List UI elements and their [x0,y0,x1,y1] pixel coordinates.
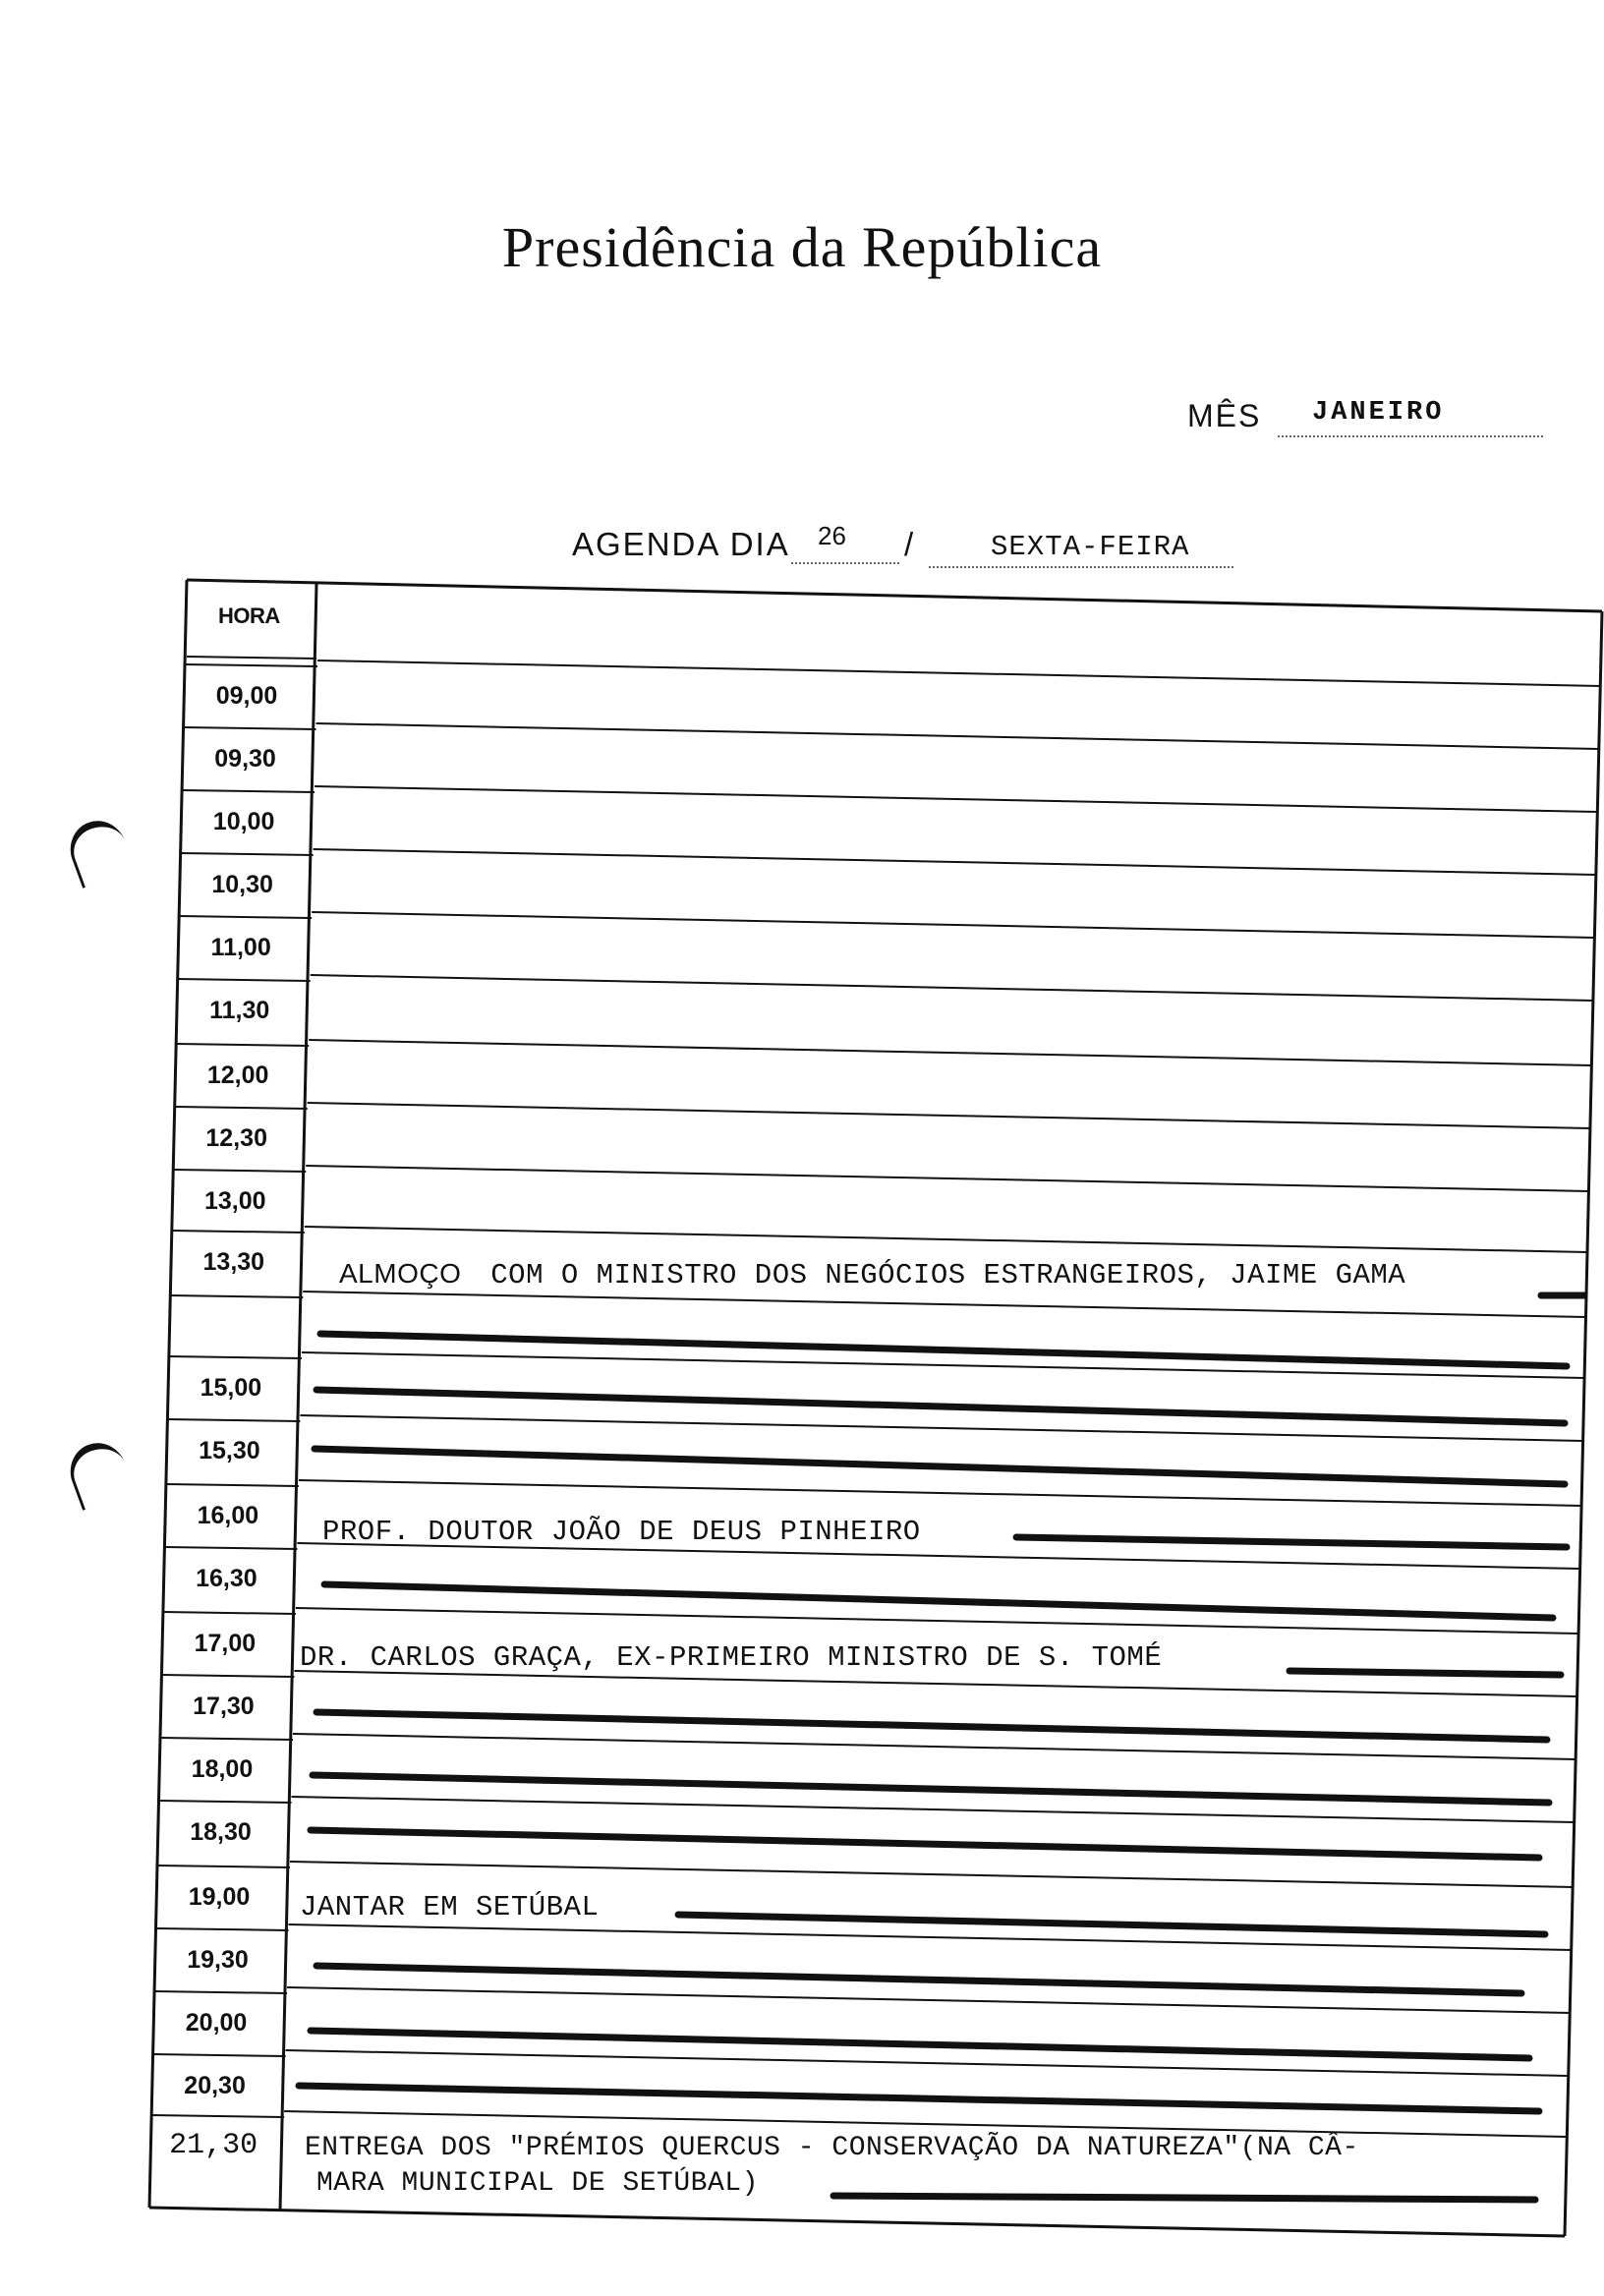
month-label: MÊS [1187,398,1262,433]
time-slot-label: 09,30 [214,745,276,773]
time-slot-label: 10,00 [212,808,275,835]
hour-row-divider [179,916,312,918]
hour-row-divider [169,1356,302,1358]
table-top-border [187,580,1602,611]
table-bottom-border [149,2208,1565,2236]
hour-row-divider [182,790,315,792]
hour-row-divider [166,1484,299,1486]
hour-row-divider [157,1866,290,1867]
time-slot-label: 18,00 [191,1755,254,1783]
time-slot-label: 15,30 [199,1437,260,1464]
time-slot-label: 17,00 [194,1630,257,1657]
handwritten-fill-line [316,1390,1565,1423]
table-right-border [1565,611,1602,2236]
time-slot-label: 16,30 [196,1565,258,1592]
entry-premios-line-1: ENTREGA DOS "PRÉMIOS QUERCUS - CONSERVAÇÃO DA NATUREZA"(NA CÂ- [305,2133,1359,2163]
entry-row-line [314,849,1597,875]
handwritten-fill-line [678,1915,1545,1934]
time-slot-label: 20,00 [185,2009,248,2037]
hour-row-divider [156,1928,289,1930]
hour-row-divider [159,1801,292,1803]
hour-row-divider [185,664,317,666]
entry-row-line [290,1862,1574,1887]
entry-almoco-prefix: ALMOÇO [339,1258,462,1289]
handwritten-fill-line [833,2196,1535,2200]
time-slot-label: 16,00 [197,1502,259,1529]
month-value: JANEIRO [1312,398,1445,428]
time-slot-label: 12,00 [206,1062,269,1089]
entry-jantar: JANTAR EM SETÚBAL [300,1891,600,1923]
time-slot-label: 12,30 [205,1124,267,1152]
time-slot-label: 10,30 [211,871,273,898]
handwritten-fill-line [1289,1671,1561,1675]
hour-row-divider [175,1107,308,1109]
entry-almoco-rest: COM O MINISTRO DOS NEGÓCIOS ESTRANGEIROS, JAIME GAMA [490,1259,1406,1292]
hour-row-divider [164,1547,297,1549]
entry-row-line [309,1040,1592,1065]
entry-row-line [306,1166,1589,1191]
time-slot-label: 19,30 [187,1946,249,1974]
entry-row-line [299,1480,1582,1506]
time-slot-label: 15,00 [200,1374,262,1402]
handwritten-fill-line [299,2086,1539,2111]
entry-graca: DR. CARLOS GRAÇA, EX-PRIMEIRO MINISTRO DE S. TOMÉ [300,1641,1163,1674]
time-slot-label: 13,30 [202,1248,265,1276]
time-slot-label: 11,00 [210,934,271,961]
time-slot-label: 17,30 [193,1693,255,1720]
entry-row-line [303,1292,1586,1317]
handwritten-fill-line [1016,1537,1567,1547]
hour-row-divider [167,1419,300,1421]
entry-row-line [305,1227,1588,1252]
entry-row-line [317,660,1601,686]
entry-row-line [312,912,1595,938]
agenda-day: 26 [818,521,846,550]
entry-row-line [315,786,1598,812]
hour-row-divider [153,2054,286,2056]
handwritten-fill-line [315,1449,1565,1484]
hora-header-divider [187,657,316,659]
time-slot-label: 19,00 [188,1883,251,1911]
hour-row-divider [176,1044,309,1046]
entry-prof: PROF. DOUTOR JOÃO DE DEUS PINHEIRO [322,1516,921,1548]
handwritten-fill-line [316,1966,1521,1993]
handwritten-fill-line [320,1334,1567,1366]
handwritten-fill-line [316,1712,1547,1740]
entry-premios-line-2: MARA MUNICIPAL DE SETÚBAL) [316,2168,759,2199]
entry-row-line [316,723,1600,749]
hour-row-divider [160,1738,293,1740]
agenda-weekday: SEXTA-FEIRA [991,531,1190,563]
hour-row-divider [163,1612,296,1614]
hour-row-divider [184,727,316,729]
agenda-label: AGENDA DIA [572,526,790,562]
hour-row-divider [161,1675,294,1677]
hour-row-divider [151,2115,284,2117]
hour-row-divider [181,853,314,855]
entry-row-line [302,1352,1585,1378]
time-slot-label: 09,00 [215,682,278,710]
entry-row-line [311,975,1594,1001]
time-slot-label: 11,30 [209,997,270,1024]
time-slot-label: 20,30 [184,2072,246,2099]
hour-row-divider [154,1991,287,1993]
hora-column-header: HORA [218,603,280,628]
hour-row-divider [170,1295,303,1297]
hour-row-divider [173,1170,306,1172]
hour-row-divider [172,1231,305,1233]
entry-row-line [308,1103,1591,1128]
hour-row-divider [178,979,311,981]
page-title: Presidência da República [501,215,1103,279]
entry-almoco [339,1258,1405,1292]
date-separator: / [904,526,914,562]
time-slot-label: 21,30 [169,2129,258,2162]
time-slot-label: 18,30 [190,1818,252,1846]
handwritten-fill-line [311,1830,1539,1858]
handwritten-fill-line [313,1775,1549,1803]
time-slot-label: 13,00 [203,1187,266,1215]
